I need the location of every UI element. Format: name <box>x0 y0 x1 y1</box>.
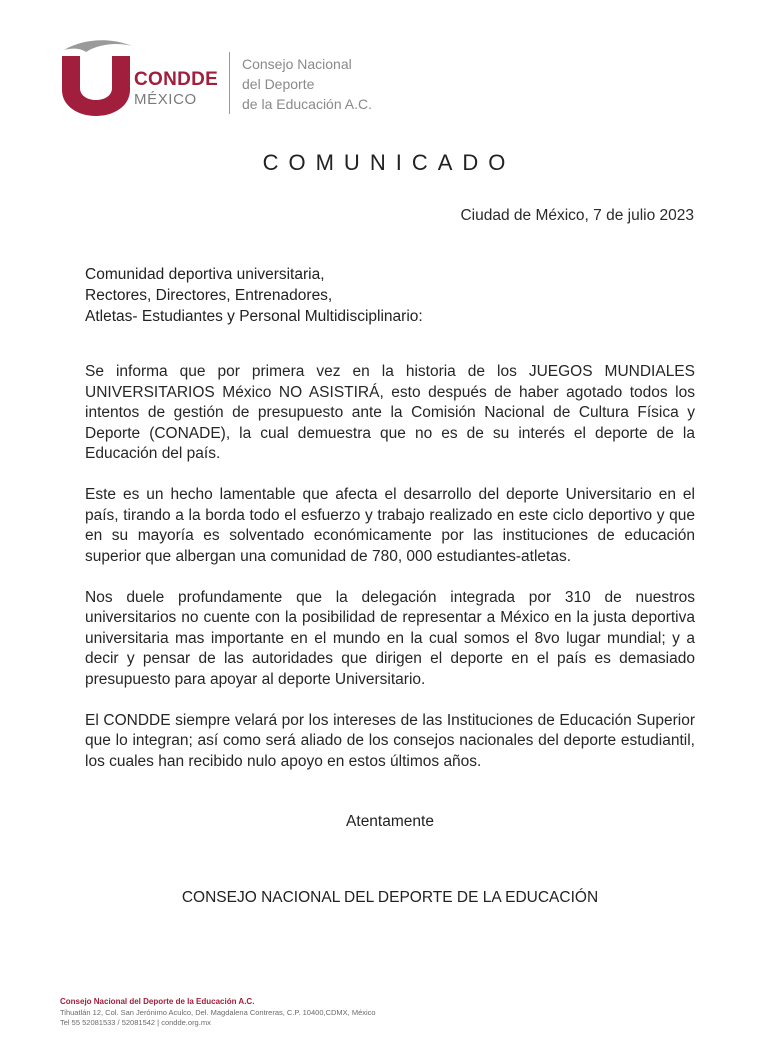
footer-address: Tihuatlán 12, Col. San Jerónimo Aculco, Del. Magdalena Contreras, C.P. 10400,CDMX, México <box>60 1007 376 1017</box>
footer <box>60 997 376 1029</box>
logo-full-name-line: de la Educación A.C. <box>242 96 372 112</box>
logo-country: MÉXICO <box>134 91 197 108</box>
body-paragraph: Se informa que por primera vez en la historia de los JUEGOS MUNDIALES UNIVERSITARIOS México NO ASISTIRÁ, esto después de haber agotado todos los intentos de gestión de presupuesto ante la Comisión Nacional de Cultura Física y Deporte (CONADE), la cual demuestra que no es de su interés el deporte de la Educación del país. <box>85 363 695 462</box>
body-paragraph: Este es un hecho lamentable que afecta el desarrollo del deporte Universitario en el país, tirando a la borda todo el esfuerzo y trabajo realizado en este ciclo deportivo y que en su mayoría es solventado económicamente por las instituciones de educación superior que albergan una comunidad de 780, 000 estudiantes-atletas. <box>85 486 695 565</box>
greeting-line: Comunidad deportiva universitaria, <box>85 266 325 283</box>
footer-org: Consejo Nacional del Deporte de la Educación A.C. <box>60 997 255 1006</box>
condde-u-swoosh-icon <box>58 36 136 116</box>
logo-full-name-line: del Deporte <box>242 76 315 92</box>
document-date: Ciudad de México, 7 de julio 2023 <box>460 207 694 224</box>
logo-divider <box>229 52 230 114</box>
logo-full-name <box>242 54 372 114</box>
greeting-line: Atletas- Estudiantes y Personal Multidisciplinario: <box>85 308 423 325</box>
footer-contact: Tel 55 52081533 / 52081542 | condde.org.mx <box>60 1018 211 1027</box>
document-body <box>85 362 695 793</box>
header-logo <box>58 36 388 120</box>
greeting-line: Rectores, Directores, Entrenadores, <box>85 287 333 304</box>
body-paragraph: Nos duele profundamente que la delegación integrada por 310 de nuestros universitarios no cuente con la posibilidad de representar a México en la justa deportiva universitaria mas importante en el mundo en la cual somos el 8vo lugar mundial; y a decir y pensar de las autoridades que dirigen el deporte en el país es demasiado presupuesto para apoyar al deporte Universitario. <box>85 588 695 688</box>
logo-brand: CONDDE <box>134 69 219 90</box>
signature: CONSEJO NACIONAL DEL DEPORTE DE LA EDUCACIÓN <box>181 889 599 906</box>
logo-full-name-line: Consejo Nacional <box>242 56 352 72</box>
document-title: COMUNICADO <box>262 150 516 175</box>
greeting <box>85 264 423 327</box>
closing: Atentamente <box>346 813 434 830</box>
body-paragraph: El CONDDE siempre velará por los intereses de las Instituciones de Educación Superior que lo integran; así como será aliado de los consejos nacionales del deporte estudiantil, los cuales han recibido nulo apoyo en estos últimos años. <box>85 711 695 770</box>
